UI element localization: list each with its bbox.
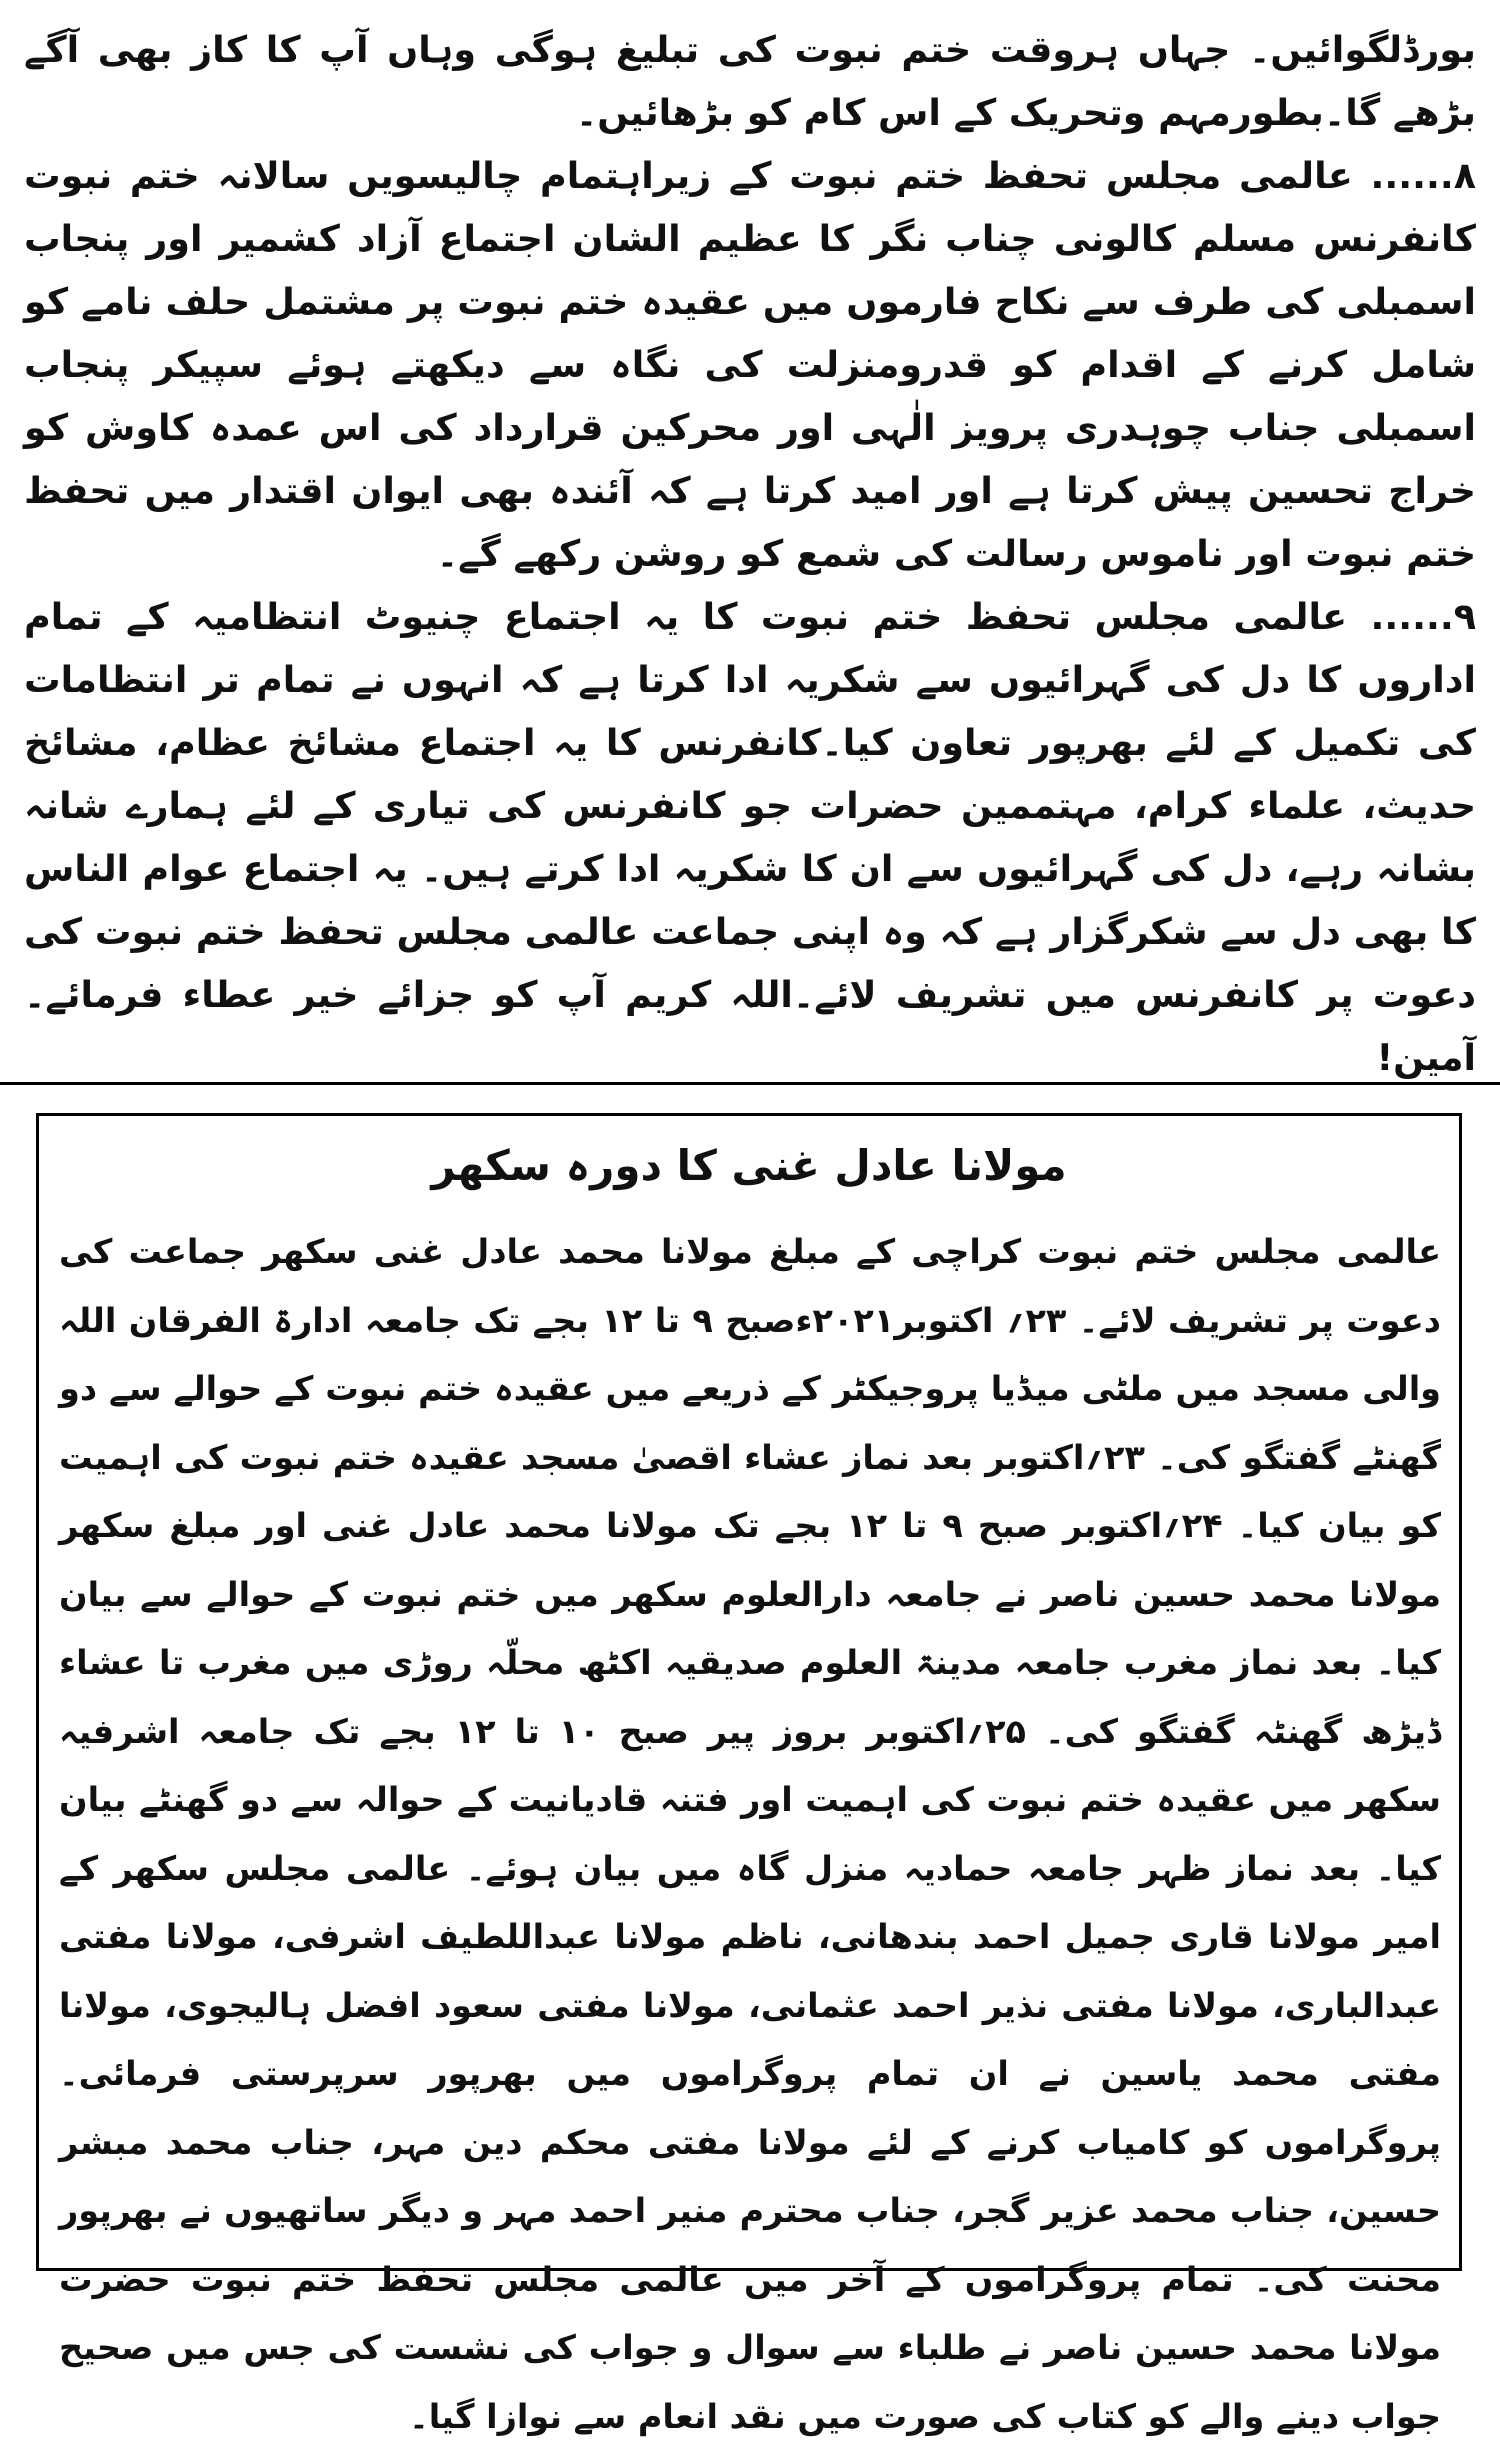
news-box bbox=[36, 1113, 1462, 2436]
section-divider bbox=[0, 1082, 1500, 1085]
resolution-9-text: عالمی مجلس تحفظ ختم نبوت کا یہ اجتماع چنیوٹ انتظامیہ کے تمام اداروں کا دل کی گہرائیوں سے شکریہ ادا کرتا ہے کہ انہوں نے تمام تر انتظامات کی تکمیل کے لئے بھرپور تعاون کیا۔کانفرنس کا یہ اجتماع مشائخ عظام، مشائخ حدیث، علماء کرام، مہتممین حضرات جو کانفرنس کی تیاری کے لئے ہمارے شانہ بشانہ رہے، دل کی گہرائیوں سے ان کا شکریہ ادا کرتے ہیں۔ یہ اجتماع عوام الناس کا بھی دل سے شکرگزار ہے کہ وہ اپنی جماعت عالمی مجلس تحفظ ختم نبوت کی دعوت پر کانفرنس میں تشریف لائے۔اللہ کریم آپ کو جزائے خیر عطاء فرمائے۔آمین! bbox=[24, 595, 1476, 1079]
resolution-8-text: عالمی مجلس تحفظ ختم نبوت کے زیراہتمام چالیسویں سالانہ ختم نبوت کانفرنس مسلم کالونی چناب نگر کا عظیم الشان اجتماع آزاد کشمیر اور پنجاب اسمبلی کی طرف سے نکاح فارموں میں عقیدہ ختم نبوت پر مشتمل حلف نامے کو شامل کرنے کے اقدام کو قدرومنزلت کی نگاہ سے دیکھتے ہوئے سپیکر پنجاب اسمبلی جناب چوہدری پرویز الٰہی اور محرکین قرارداد کی اس عمدہ کاوش کو خراج تحسین پیش کرتا ہے اور امید کرتا ہے کہ آئندہ بھی ایوان اقتدار میں تحفظ ختم نبوت اور ناموس رسالت کی شمع کو روشن رکھے گے۔ bbox=[24, 154, 1476, 575]
news-box-body bbox=[59, 1218, 1441, 2451]
resolution-8 bbox=[24, 144, 1476, 585]
resolution-8-number: ۸...... bbox=[1370, 154, 1476, 197]
continued-paragraph: بورڈلگوائیں۔ جہاں ہروقت ختم نبوت کی تبلیغ ہوگی وہاں آپ کا کاز بھی آگے بڑھے گا۔بطورمہم وتحریک کے اس کام کو بڑھائیں۔ bbox=[24, 28, 1476, 134]
news-box-paragraph: عالمی مجلس ختم نبوت کراچی کے مبلغ مولانا محمد عادل غنی سکھر جماعت کی دعوت پر تشریف لائے۔ ۲۳؍ اکتوبر۲۰۲۱ءصبح ۹ تا ۱۲ بجے تک جامعہ ادارۃ الفرقان اللہ والی مسجد میں ملٹی میڈیا پروجیکٹر کے ذریعے میں عقیدہ ختم نبوت کے حوالے سے دو گھنٹے گفتگو کی۔ ۲۳؍اکتوبر بعد نماز عشاء اقصیٰ مسجد عقیدہ ختم نبوت کی اہمیت کو بیان کیا۔ ۲۴؍اکتوبر صبح ۹ تا ۱۲ بجے تک مولانا محمد عادل غنی اور مبلغ سکھر مولانا محمد حسین ناصر نے جامعہ دارالعلوم سکھر میں ختم نبوت کے حوالے سے بیان کیا۔ بعد نماز مغرب جامعہ مدینۃ العلوم صدیقیہ اکٹھ محلّہ روڑی میں مغرب تا عشاء ڈیڑھ گھنٹہ گفتگو کی۔ ۲۵؍اکتوبر بروز پیر صبح ۱۰ تا ۱۲ بجے تک جامعہ اشرفیہ سکھر میں عقیدہ ختم نبوت کی اہمیت اور فتنہ قادیانیت کے حوالہ سے دو گھنٹے بیان کیا۔ بعد نماز ظہر جامعہ حمادیہ منزل گاہ میں بیان ہوئے۔ عالمی مجلس سکھر کے امیر مولانا قاری جمیل احمد بندھانی، ناظم مولانا عبداللطیف اشرفی، مولانا مفتی عبدالباری، مولانا مفتی نذیر احمد عثمانی، مولانا مفتی سعود افضل ہالیجوی، مولانا مفتی محمد یاسین نے ان تمام پروگراموں میں بھرپور سرپرستی فرمائی۔ پروگراموں کو کامیاب کرنے کے لئے مولانا مفتی محکم دین مہر، جناب محمد مبشر حسین، جناب محمد عزیر گجر، جناب محترم منیر احمد مہر و دیگر ساتھیوں نے بھرپور محنت کی۔ تمام پروگراموں کے آخر میں عالمی مجلس تحفظ ختم نبوت حضرت مولانا محمد حسین ناصر نے طلباء سے سوال و جواب کی نشست کی جس میں صحیح جواب دینے والے کو کتاب کی صورت میں نقد انعام سے نوازا گیا۔ bbox=[59, 1232, 1442, 2436]
article-section bbox=[24, 18, 1476, 1089]
resolution-9-number: ۹...... bbox=[1370, 595, 1476, 638]
resolution-9 bbox=[24, 585, 1476, 1089]
news-box-title: مولانا عادل غنی کا دورہ سکھر bbox=[431, 1141, 1067, 1190]
